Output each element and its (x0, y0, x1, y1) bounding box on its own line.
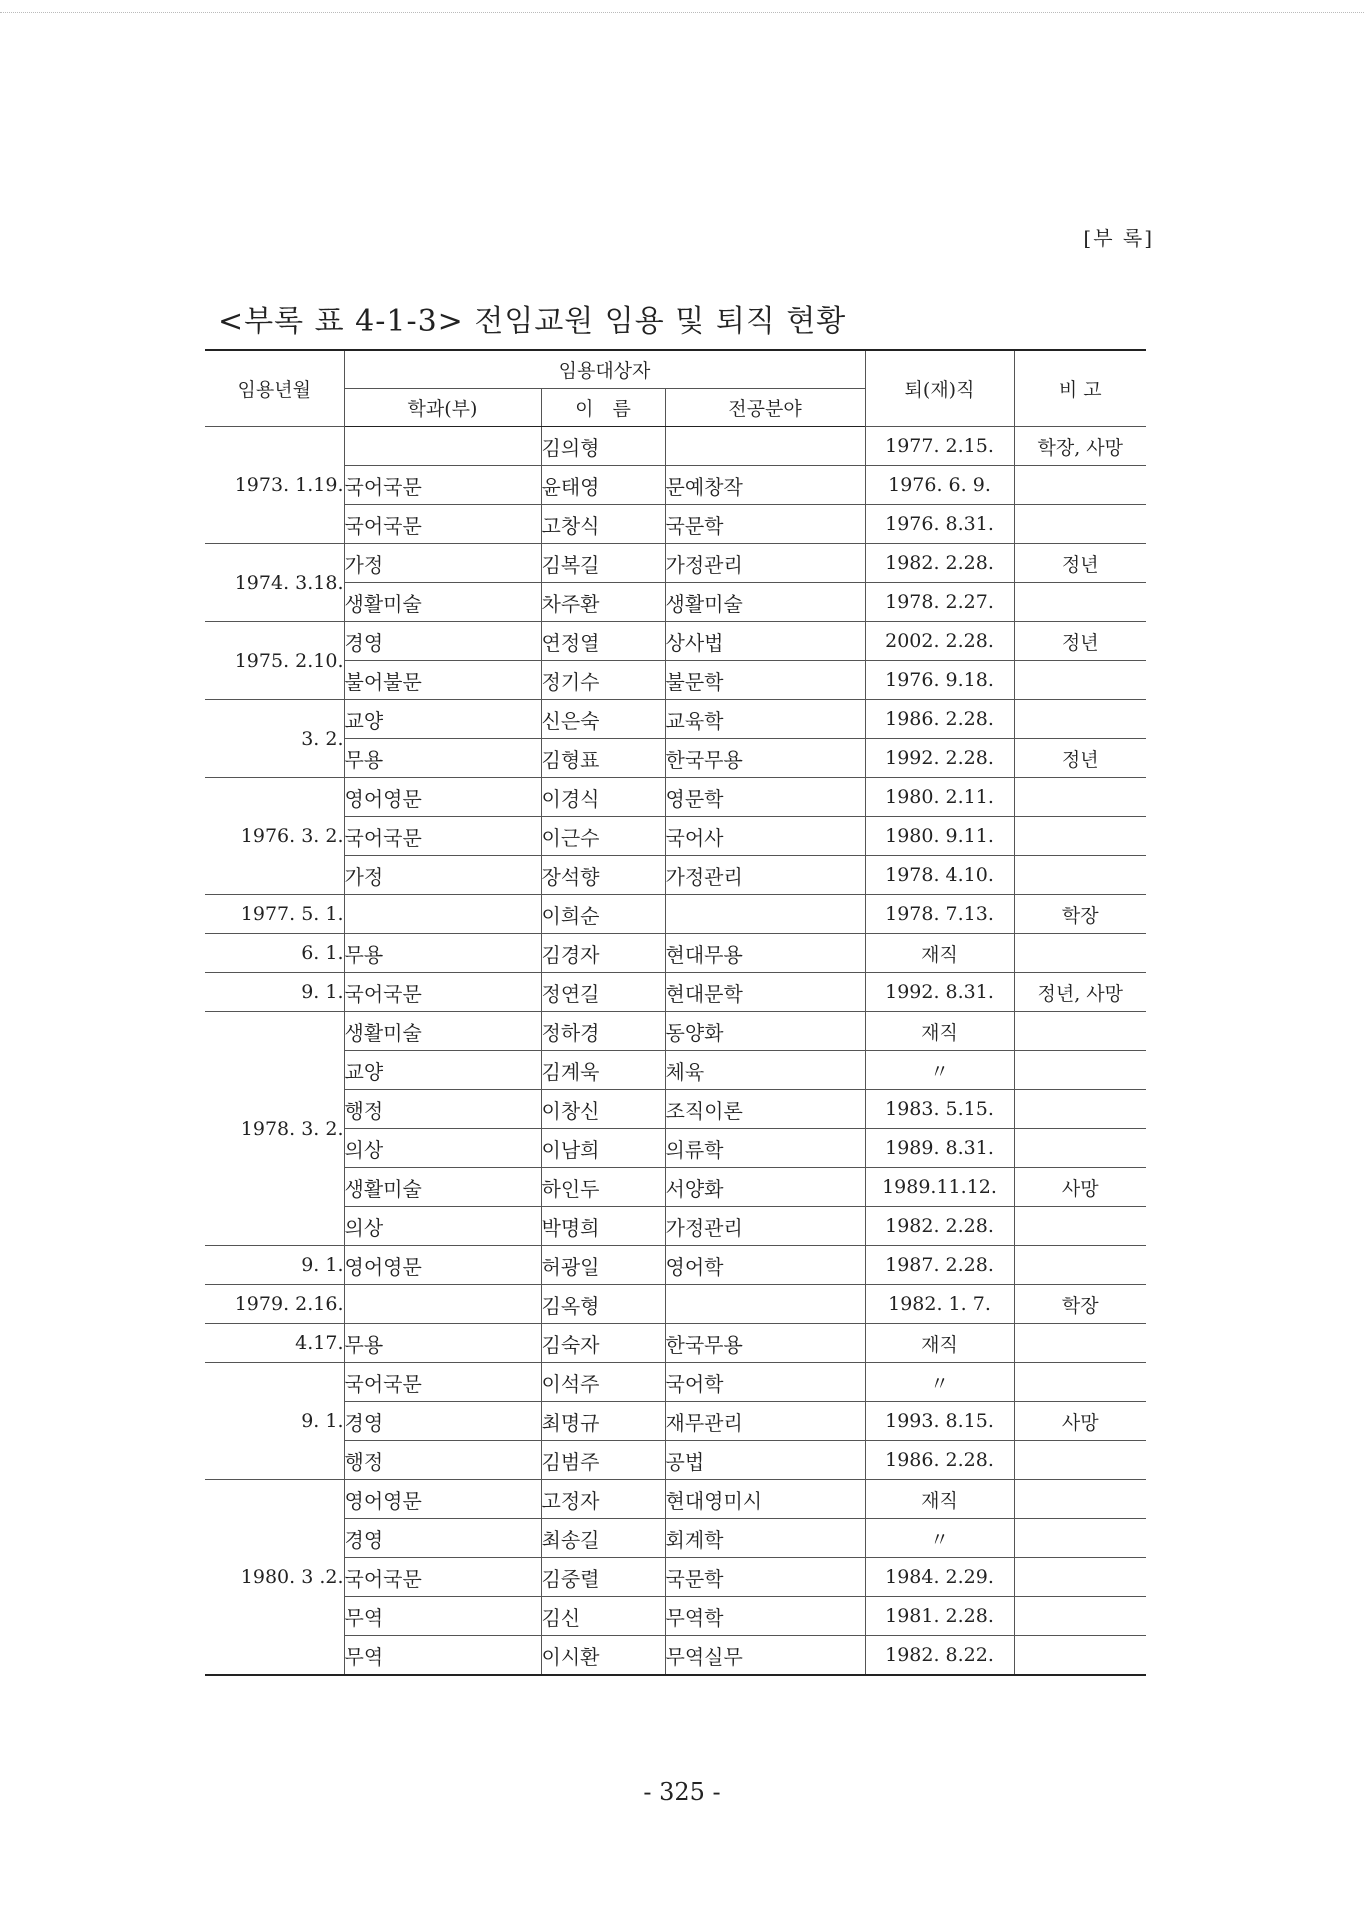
retire-date-cell: 1981. 2.28. (865, 1597, 1014, 1636)
note-cell (1014, 1558, 1146, 1597)
note-cell (1014, 1597, 1146, 1636)
field-cell: 재무관리 (665, 1402, 865, 1441)
hire-date-cell: 9. 1. (205, 1246, 344, 1285)
name-cell: 연정열 (541, 622, 665, 661)
note-cell (1014, 934, 1146, 973)
dept-cell: 영어영문 (344, 1480, 541, 1519)
note-cell (1014, 1363, 1146, 1402)
retire-date-cell: 1977. 2.15. (865, 427, 1014, 466)
name-cell: 박명희 (541, 1207, 665, 1246)
table-row (205, 1441, 1146, 1480)
dept-cell: 국어국문 (344, 973, 541, 1012)
note-cell (1014, 1129, 1146, 1168)
table-header (205, 350, 1146, 427)
table-row (205, 1519, 1146, 1558)
table-row (205, 505, 1146, 544)
field-cell: 회계학 (665, 1519, 865, 1558)
note-cell: 정년, 사망 (1014, 973, 1146, 1012)
table-row (205, 1051, 1146, 1090)
name-cell: 김신 (541, 1597, 665, 1636)
retire-date-cell: 〃 (865, 1051, 1014, 1090)
table-row (205, 973, 1146, 1012)
field-cell (665, 427, 865, 466)
retire-date-cell: 재직 (865, 1324, 1014, 1363)
retire-date-cell: 1993. 8.15. (865, 1402, 1014, 1441)
dept-cell (344, 895, 541, 934)
scan-edge-line (0, 12, 1364, 13)
table-row (205, 1246, 1146, 1285)
note-cell (1014, 1480, 1146, 1519)
dept-cell: 생활미술 (344, 583, 541, 622)
table-row (205, 1597, 1146, 1636)
note-cell: 학장, 사망 (1014, 427, 1146, 466)
retire-date-cell: 1982. 8.22. (865, 1636, 1014, 1676)
faculty-appointment-table (205, 349, 1146, 1676)
table-row (205, 583, 1146, 622)
field-cell: 가정관리 (665, 1207, 865, 1246)
table-row (205, 1636, 1146, 1676)
name-cell: 김범주 (541, 1441, 665, 1480)
retire-date-cell: 1989. 8.31. (865, 1129, 1014, 1168)
retire-date-cell: 1983. 5.15. (865, 1090, 1014, 1129)
name-cell: 이남희 (541, 1129, 665, 1168)
retire-date-cell: 1978. 4.10. (865, 856, 1014, 895)
name-cell: 고창식 (541, 505, 665, 544)
name-cell: 최송길 (541, 1519, 665, 1558)
header-name: 이 름 (541, 389, 665, 427)
table-row (205, 1324, 1146, 1363)
note-cell: 사망 (1014, 1168, 1146, 1207)
table-row (205, 544, 1146, 583)
field-cell: 한국무용 (665, 739, 865, 778)
name-cell: 장석향 (541, 856, 665, 895)
retire-date-cell: 1976. 6. 9. (865, 466, 1014, 505)
header-field: 전공분야 (665, 389, 865, 427)
dept-cell: 경영 (344, 622, 541, 661)
dept-cell: 의상 (344, 1129, 541, 1168)
note-cell (1014, 700, 1146, 739)
dept-cell: 무용 (344, 739, 541, 778)
field-cell: 의류학 (665, 1129, 865, 1168)
note-cell (1014, 505, 1146, 544)
retire-date-cell: 1980. 9.11. (865, 817, 1014, 856)
retire-date-cell: 1987. 2.28. (865, 1246, 1014, 1285)
page-number: - 325 - (643, 1778, 721, 1806)
retire-date-cell: 1992. 2.28. (865, 739, 1014, 778)
field-cell: 국어사 (665, 817, 865, 856)
note-cell (1014, 856, 1146, 895)
name-cell: 이창신 (541, 1090, 665, 1129)
retire-date-cell: 1982. 1. 7. (865, 1285, 1014, 1324)
retire-date-cell: 1982. 2.28. (865, 544, 1014, 583)
dept-cell: 생활미술 (344, 1168, 541, 1207)
note-cell: 학장 (1014, 1285, 1146, 1324)
name-cell: 이희순 (541, 895, 665, 934)
hire-date-cell: 1979. 2.16. (205, 1285, 344, 1324)
dept-cell: 영어영문 (344, 778, 541, 817)
hire-date-cell: 6. 1. (205, 934, 344, 973)
field-cell (665, 895, 865, 934)
field-cell: 교육학 (665, 700, 865, 739)
field-cell: 가정관리 (665, 544, 865, 583)
retire-date-cell: 〃 (865, 1519, 1014, 1558)
note-cell (1014, 583, 1146, 622)
table-row (205, 1168, 1146, 1207)
table-row (205, 778, 1146, 817)
dept-cell (344, 1285, 541, 1324)
field-cell: 국어학 (665, 1363, 865, 1402)
field-cell: 공법 (665, 1441, 865, 1480)
name-cell: 최명규 (541, 1402, 665, 1441)
note-cell (1014, 1207, 1146, 1246)
note-cell: 정년 (1014, 544, 1146, 583)
field-cell: 국문학 (665, 505, 865, 544)
name-cell: 김복길 (541, 544, 665, 583)
header-note: 비 고 (1014, 350, 1146, 427)
hire-date-cell: 1978. 3. 2. (205, 1012, 344, 1246)
dept-cell: 행정 (344, 1090, 541, 1129)
note-cell (1014, 1519, 1146, 1558)
name-cell: 고정자 (541, 1480, 665, 1519)
hire-date-cell: 3. 2. (205, 700, 344, 778)
table-row (205, 427, 1146, 466)
dept-cell: 국어국문 (344, 1558, 541, 1597)
field-cell: 영어학 (665, 1246, 865, 1285)
header-retire: 퇴(재)직 (865, 350, 1014, 427)
header-dept: 학과(부) (344, 389, 541, 427)
retire-date-cell: 1992. 8.31. (865, 973, 1014, 1012)
dept-cell: 생활미술 (344, 1012, 541, 1051)
field-cell (665, 1285, 865, 1324)
name-cell: 정하경 (541, 1012, 665, 1051)
field-cell: 조직이론 (665, 1090, 865, 1129)
field-cell: 국문학 (665, 1558, 865, 1597)
note-cell (1014, 661, 1146, 700)
name-cell: 허광일 (541, 1246, 665, 1285)
retire-date-cell: 재직 (865, 1012, 1014, 1051)
table-row (205, 700, 1146, 739)
field-cell: 현대무용 (665, 934, 865, 973)
dept-cell: 가정 (344, 856, 541, 895)
appendix-mark: [부 록] (1083, 226, 1154, 250)
field-cell: 현대영미시 (665, 1480, 865, 1519)
dept-cell: 행정 (344, 1441, 541, 1480)
note-cell (1014, 778, 1146, 817)
field-cell: 생활미술 (665, 583, 865, 622)
table-row (205, 1090, 1146, 1129)
note-cell (1014, 1636, 1146, 1676)
hire-date-cell: 9. 1. (205, 1363, 344, 1480)
dept-cell: 국어국문 (344, 1363, 541, 1402)
table-row (205, 895, 1146, 934)
dept-cell (344, 427, 541, 466)
name-cell: 김옥형 (541, 1285, 665, 1324)
hire-date-cell: 1975. 2.10. (205, 622, 344, 700)
note-cell: 학장 (1014, 895, 1146, 934)
name-cell: 김숙자 (541, 1324, 665, 1363)
note-cell: 정년 (1014, 739, 1146, 778)
table-body (205, 427, 1146, 1676)
dept-cell: 경영 (344, 1519, 541, 1558)
retire-date-cell: 1984. 2.29. (865, 1558, 1014, 1597)
dept-cell: 무용 (344, 934, 541, 973)
retire-date-cell: 1989.11.12. (865, 1168, 1014, 1207)
table-row (205, 661, 1146, 700)
field-cell: 무역학 (665, 1597, 865, 1636)
retire-date-cell: 1986. 2.28. (865, 1441, 1014, 1480)
hire-date-cell: 1977. 5. 1. (205, 895, 344, 934)
table-row (205, 466, 1146, 505)
header-target-group: 임용대상자 (344, 350, 865, 389)
field-cell: 동양화 (665, 1012, 865, 1051)
name-cell: 김경자 (541, 934, 665, 973)
table-row (205, 1129, 1146, 1168)
table-row (205, 934, 1146, 973)
name-cell: 이석주 (541, 1363, 665, 1402)
note-cell (1014, 1441, 1146, 1480)
note-cell (1014, 1246, 1146, 1285)
table-row (205, 856, 1146, 895)
note-cell (1014, 1012, 1146, 1051)
retire-date-cell: 1976. 8.31. (865, 505, 1014, 544)
dept-cell: 무역 (344, 1597, 541, 1636)
name-cell: 김의형 (541, 427, 665, 466)
hire-date-cell: 1976. 3. 2. (205, 778, 344, 895)
table-row (205, 1012, 1146, 1051)
dept-cell: 국어국문 (344, 817, 541, 856)
field-cell: 영문학 (665, 778, 865, 817)
dept-cell: 국어국문 (344, 505, 541, 544)
table-row (205, 1480, 1146, 1519)
table-title: <부록 표 4-1-3> 전임교원 임용 및 퇴직 현황 (218, 304, 847, 339)
field-cell: 문예창작 (665, 466, 865, 505)
table-row (205, 1558, 1146, 1597)
name-cell: 김계욱 (541, 1051, 665, 1090)
note-cell: 사망 (1014, 1402, 1146, 1441)
dept-cell: 가정 (344, 544, 541, 583)
name-cell: 신은숙 (541, 700, 665, 739)
hire-date-cell: 1974. 3.18. (205, 544, 344, 622)
dept-cell: 무역 (344, 1636, 541, 1676)
dept-cell: 교양 (344, 1051, 541, 1090)
retire-date-cell: 재직 (865, 1480, 1014, 1519)
name-cell: 이근수 (541, 817, 665, 856)
hire-date-cell: 1980. 3 .2. (205, 1480, 344, 1676)
name-cell: 이시환 (541, 1636, 665, 1676)
name-cell: 김형표 (541, 739, 665, 778)
retire-date-cell: 1986. 2.28. (865, 700, 1014, 739)
field-cell: 서양화 (665, 1168, 865, 1207)
dept-cell: 불어불문 (344, 661, 541, 700)
hire-date-cell: 9. 1. (205, 973, 344, 1012)
header-hire-date: 임용년월 (205, 350, 344, 427)
dept-cell: 경영 (344, 1402, 541, 1441)
dept-cell: 의상 (344, 1207, 541, 1246)
field-cell: 가정관리 (665, 856, 865, 895)
table-row (205, 1402, 1146, 1441)
field-cell: 한국무용 (665, 1324, 865, 1363)
dept-cell: 교양 (344, 700, 541, 739)
table-row (205, 739, 1146, 778)
retire-date-cell: 2002. 2.28. (865, 622, 1014, 661)
name-cell: 윤태영 (541, 466, 665, 505)
table-row (205, 1285, 1146, 1324)
name-cell: 정연길 (541, 973, 665, 1012)
field-cell: 불문학 (665, 661, 865, 700)
table-row (205, 817, 1146, 856)
retire-date-cell: 1982. 2.28. (865, 1207, 1014, 1246)
retire-date-cell: 〃 (865, 1363, 1014, 1402)
note-cell (1014, 466, 1146, 505)
table-row (205, 1207, 1146, 1246)
field-cell: 체육 (665, 1051, 865, 1090)
dept-cell: 국어국문 (344, 466, 541, 505)
name-cell: 차주환 (541, 583, 665, 622)
note-cell (1014, 1324, 1146, 1363)
hire-date-cell: 1973. 1.19. (205, 427, 344, 544)
name-cell: 하인두 (541, 1168, 665, 1207)
name-cell: 김중렬 (541, 1558, 665, 1597)
name-cell: 이경식 (541, 778, 665, 817)
field-cell: 무역실무 (665, 1636, 865, 1676)
note-cell (1014, 1051, 1146, 1090)
field-cell: 상사법 (665, 622, 865, 661)
retire-date-cell: 1980. 2.11. (865, 778, 1014, 817)
hire-date-cell: 4.17. (205, 1324, 344, 1363)
retire-date-cell: 재직 (865, 934, 1014, 973)
dept-cell: 무용 (344, 1324, 541, 1363)
note-cell: 정년 (1014, 622, 1146, 661)
table-row (205, 1363, 1146, 1402)
note-cell (1014, 817, 1146, 856)
retire-date-cell: 1976. 9.18. (865, 661, 1014, 700)
table-row (205, 622, 1146, 661)
note-cell (1014, 1090, 1146, 1129)
retire-date-cell: 1978. 7.13. (865, 895, 1014, 934)
retire-date-cell: 1978. 2.27. (865, 583, 1014, 622)
field-cell: 현대문학 (665, 973, 865, 1012)
dept-cell: 영어영문 (344, 1246, 541, 1285)
name-cell: 정기수 (541, 661, 665, 700)
